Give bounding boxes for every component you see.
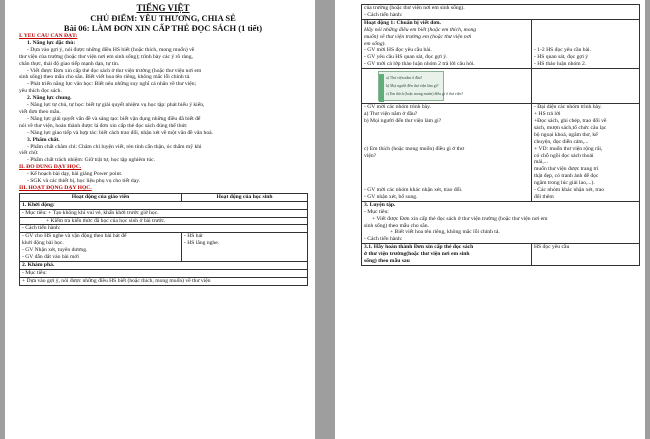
- student-cell: [182, 233, 308, 262]
- text-line: chân thực, thái độ giao tiếp mạnh dạn, tự tin.: [19, 60, 120, 67]
- text-line: viết đơn theo mẫu.: [19, 108, 61, 115]
- cell-line: mái,...: [534, 159, 548, 166]
- illustration-text: a) Thư viện nằm ở đâu?: [386, 75, 423, 80]
- illustration-text: b) Mọi người đến thư viện làm gì?: [386, 83, 439, 88]
- text-line: - Phát triển năng lực văn học: Biết nêu những suy nghĩ cá nhân về thư viện;: [27, 81, 197, 88]
- text-line: - Năng lực giao tiếp và hợp tác: biết cách trao đổi, nhận xét về một văn đề văn hoá.: [27, 129, 214, 136]
- document-page-2: [335, 0, 645, 439]
- table-cell: - Mục tiêu:: [20, 269, 308, 277]
- text-line: 1. Năng lực đặc thù:: [27, 39, 76, 46]
- cell-line: - Các nhóm khác nhận xét, trao: [534, 187, 605, 194]
- cell-line: + HS trả lời: [534, 111, 561, 118]
- bullet-icon: [381, 85, 384, 88]
- cell-line: - GV cho HS nghe và vận động theo bài hát để: [22, 233, 127, 240]
- cell-line: - GV mời các nhóm trình bày.: [364, 104, 431, 111]
- cell-line: + Viết được Đơn xin cấp thẻ đọc sách ở thư viện trường (hoặc thư viện nơi em: [372, 215, 548, 222]
- cell-line: c) Em thích (hoặc mong muốn) điều gì ở thư: [364, 145, 464, 152]
- cell-line: chuyện, đọc diễn cảm,...: [534, 138, 589, 145]
- table-cell: - Mục tiêu: + Tạo không khí vui vẻ, khấn khởi trước giờ học.: [20, 209, 308, 217]
- text-line: sinh sống) theo mẫu cho sẵn. Biết viết hoa tên riêng, không mắc lỗi chính tả.: [19, 74, 191, 81]
- document-page-1: [5, 0, 315, 439]
- student-column-header: Hoạt động của học sinh: [182, 193, 308, 201]
- cell-line: ở thư viện trường(hoặc thư viện nơi em sinh: [364, 251, 470, 258]
- cell-line: [364, 173, 529, 180]
- cell-line: [534, 258, 637, 265]
- table-row: [20, 233, 308, 262]
- cell-line: - Cách tiến hành:: [364, 236, 403, 243]
- cell-line: đổi thêm: [534, 193, 554, 200]
- illustration-row: [381, 90, 464, 98]
- cell-line: muốn thư viện được trang trí: [534, 166, 599, 173]
- cell-line: có chỗ ngồi đọc sách thoải: [534, 152, 594, 159]
- cell-line: [534, 251, 637, 258]
- text-line: viết chữ.: [19, 150, 39, 157]
- table-row: [362, 19, 640, 68]
- cell-line: +Đọc sách, ghi chép, trao đổi về: [534, 117, 607, 124]
- text-line: nói về thư viện, hoàn thành được lá đơn xin cấp thẻ đọc sách đúng thể thức: [19, 122, 188, 129]
- cell-line: bộ ngoại khoá, ngâm thơ, kể: [534, 131, 598, 138]
- illustration-band: [381, 74, 464, 98]
- cell-line: - HS lắng nghe.: [184, 240, 220, 247]
- cell-line: [534, 20, 637, 27]
- objectives-section: [19, 33, 307, 192]
- theme-title: CHỦ ĐIỂM: YÊU THƯƠNG, CHIA SẺ: [90, 13, 236, 23]
- table-row: [20, 269, 308, 277]
- cell-line: + Biết viết hoa tên riêng, không mắc lỗi chính tả.: [390, 229, 500, 236]
- cell-line: viện?: [364, 152, 377, 159]
- text-line: - Năng lực tự chủ, tự học: biết tự giải quyết nhiệm vụ học tập: phát biểu ý kiến,: [27, 102, 205, 109]
- cell-line: của trường (hoặc thư viện nơi em sinh sống).: [364, 5, 465, 11]
- cell-line: 3.1. Hãy hoàn thành Đơn xin cấp thẻ đọc sách: [364, 244, 474, 251]
- cell-line: khởi động bài học.: [22, 240, 64, 247]
- illustration-row: [381, 82, 441, 90]
- student-cell: [532, 69, 640, 104]
- cell-line: sống) theo mẫu sau: [364, 258, 410, 265]
- table-cell: [362, 5, 640, 20]
- text-line: 3. Phẩm chất.: [27, 136, 60, 143]
- teacher-cell: [362, 19, 532, 68]
- text-line: II. ĐỒ DÙNG DẠY HỌC.: [19, 164, 82, 171]
- teacher-cell: [362, 104, 532, 202]
- cell-line: - HS hát: [184, 233, 203, 240]
- student-cell: [532, 19, 640, 68]
- student-cell: [532, 244, 640, 266]
- bullet-icon: [381, 93, 384, 96]
- cell-line: - HS thảo luận nhóm 2.: [534, 61, 587, 68]
- cell-line: thật đẹp, có tranh ảnh để đọc: [534, 173, 599, 180]
- teacher-column-header: Hoạt động của giáo viên: [20, 193, 182, 201]
- illustration-image: [378, 71, 464, 101]
- cell-line: [534, 34, 637, 41]
- activities-table: [19, 193, 308, 286]
- cell-line: Hãy nói những điều em biết (hoặc em thích, mong: [364, 26, 477, 33]
- table-row: [20, 225, 308, 233]
- cell-line: [364, 159, 529, 166]
- cell-line: ngắm trong lúc giải lao,...).: [534, 180, 595, 187]
- text-line: 2. Năng lực chung.: [27, 95, 72, 102]
- text-line: - Phẩm chất trách nhiệm: Giữ trật tự, học tập nghiêm túc.: [27, 157, 156, 164]
- image-cell: [362, 69, 532, 104]
- cell-line: [364, 180, 529, 187]
- text-line: I. YÊU CẦU CẦN ĐẠT:: [19, 33, 78, 39]
- cell-line: - HS quan sát, đọc gợi ý: [534, 54, 589, 61]
- cell-line: - GV nhận xét, bổ sung.: [364, 193, 418, 200]
- bullet-icon: [381, 77, 384, 80]
- cell-line: - GV mời HS đọc yêu cầu bài.: [364, 47, 432, 54]
- table-cell: 2. Khám phá.: [20, 262, 308, 270]
- text-line: - Phẩm chất chăm chỉ: Chăm chỉ luyện viết, rèn tính cẩn thận, óc thẩm mỹ khi: [27, 143, 202, 150]
- cell-line: b) Mọi người đến thư viện làm gì?: [364, 117, 442, 124]
- text-line: - Kế hoạch bài dạy, bài giảng Power point.: [27, 171, 123, 178]
- cell-line: - GV dẫn dắt vào bài mới: [22, 254, 79, 261]
- cell-line: - GV mời các nhóm khác nhận xét, trao đổi.: [364, 187, 463, 194]
- cell-line: - GV mời cả lớp thảo luận nhóm 2 trả lời câu hỏi.: [364, 61, 475, 68]
- subject-title: TIẾNG VIỆT: [136, 3, 190, 13]
- teacher-cell: [20, 233, 182, 262]
- table-cell: + Kiểm tra kiến thức đã học của học sinh ở bài trước.: [20, 217, 308, 225]
- table-cell: - Cách tiến hành:: [20, 225, 308, 233]
- cell-line: - GV yêu cầu HS quan sát, đọc gợi ý.: [364, 54, 448, 61]
- text-line: - Viết được Đơn xin cấp thẻ đọc sách ở thư viện trường (hoặc thư viện nơi em: [27, 67, 202, 74]
- cell-line: - Mục tiêu:: [364, 208, 389, 215]
- illustration-text: c) Em thích (hoặc mong muốn) điều gì ở thư viện?: [386, 91, 464, 96]
- lesson-title: Bài 06: LÀM ĐƠN XIN CẤP THẺ ĐỌC SÁCH (1 tiết): [63, 23, 263, 33]
- table-cell: 1. Khởi động:: [20, 201, 308, 209]
- table-row: [20, 277, 308, 285]
- activities-table-continued: [361, 4, 640, 266]
- cell-line: sinh sống) theo mẫu cho sẵn.: [364, 222, 429, 229]
- table-cell: + Dựa vào gợi ý, nói được những điều HS biết (hoặc thích, mong muốn) về thư viện: [20, 277, 308, 285]
- cell-line: [534, 27, 637, 34]
- text-line: III. HOẠT ĐỘNG DẠY HỌC.: [19, 184, 92, 191]
- teacher-cell: [362, 244, 532, 266]
- table-row: [20, 201, 308, 209]
- cell-line: sách, mượn sách,tổ chức câu lạc: [534, 124, 607, 131]
- cell-line: - GV Nhận xét, tuyên dương.: [22, 247, 88, 254]
- student-cell: [532, 104, 640, 202]
- cell-line: [364, 125, 529, 132]
- table-cell: [362, 201, 640, 243]
- table-row: [362, 69, 640, 104]
- cell-line: - Cách tiến hành:: [364, 11, 403, 18]
- cell-line: muốn) về thư viện trường em (hoặc thư viện nơi: [364, 33, 472, 40]
- illustration-row: [381, 74, 441, 82]
- table-row: [362, 104, 640, 202]
- cell-line: em sống).: [364, 40, 386, 47]
- table-row: [362, 5, 640, 20]
- cell-line: + VD: muốn thư viện rộng rãi,: [534, 145, 603, 152]
- cell-line: 3. Luyện tập.: [364, 201, 396, 208]
- text-line: - Dựa vào gợi ý, nói được những điều HS biết (hoặc thích, mong muốn) về: [27, 46, 195, 53]
- cell-line: [364, 166, 529, 173]
- cell-line: HS đọc yêu cầu: [534, 244, 570, 251]
- text-line: thư viện của trường (hoặc thư viện nơi em sinh sống); trình bày các ý rõ ràng,: [19, 53, 193, 60]
- table-row: [20, 209, 308, 217]
- cell-line: a) Thư viện nằm ở đâu?: [364, 111, 418, 118]
- cell-line: Hoạt động 1: Chuẩn bị viết đơn.: [364, 19, 441, 26]
- cell-line: - 1-2 HS đọc yêu cầu bài.: [534, 47, 592, 54]
- table-row: [362, 201, 640, 243]
- table-row: [20, 217, 308, 225]
- table-row: [20, 262, 308, 270]
- cell-line: - Đại diện các nhóm trình bày.: [534, 104, 602, 111]
- text-line: - SGK và các thiết bị, học liệu phụ vụ cho tiết dạy.: [27, 178, 141, 185]
- text-line: yêu thích đọc sách.: [19, 88, 62, 95]
- table-row: [362, 244, 640, 266]
- cell-line: [364, 132, 529, 139]
- cell-line: [364, 139, 529, 146]
- text-line: - Năng lực giải quyết vấn đề và sáng tạo: biết vận dụng những điều đã biết để: [27, 115, 201, 122]
